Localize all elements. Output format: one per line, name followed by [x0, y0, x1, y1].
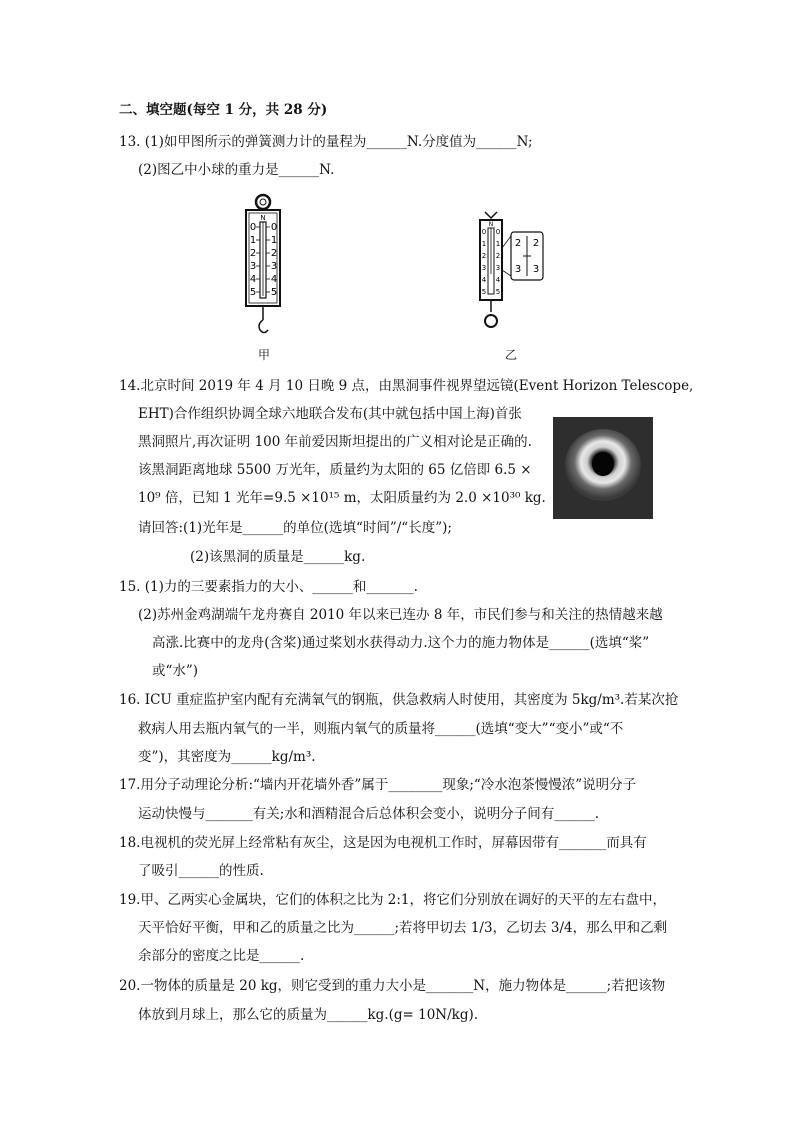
yi-left-4: 4 — [481, 276, 487, 284]
q15-line3: 高涨.比赛中的龙舟(含桨)通过桨划水获得动力.这个力的施力物体是______(选填“桨” — [152, 635, 650, 651]
scale-right-5: 5 — [270, 287, 278, 298]
scale-left-5: 5 — [249, 287, 257, 298]
scale-right-0: 0 — [270, 222, 278, 233]
q14-line5: 10⁹ 倍，已知 1 光年=9.5 ×10¹⁵ m，太阳质量约为 2.0 ×10³⁰ kg. — [138, 490, 546, 506]
q18-line2: 了吸引______的性质. — [138, 863, 264, 879]
q13-line2: (2)图乙中小球的重力是______N. — [138, 162, 335, 178]
q14-line2: EHT)合作组织协调全球六地联合发布(其中就包括中国上海)首张 — [138, 406, 522, 422]
yi-left-2: 2 — [481, 252, 487, 260]
scale-left-4: 4 — [249, 274, 257, 285]
zoom-label-1: 2 — [514, 238, 522, 249]
scale-left-3: 3 — [249, 261, 257, 272]
scale-left-0: 0 — [249, 222, 257, 233]
section-title: 二、填空题(每空 1 分，共 28 分) — [119, 102, 328, 118]
spring-scale-figure-jia — [238, 192, 288, 342]
q16-line1: 16. ICU 重症监护室内配有充满氧气的钢瓶，供急救病人时使用，其密度为 5kg/m³.若某次抢 — [119, 692, 679, 708]
q14-line1: 14.北京时间 2019 年 4 月 10 日晚 9 点，由黑洞事件视界望远镜(Event Horizon Telescope, — [119, 378, 694, 394]
unit-label: N — [260, 214, 266, 222]
q15-line1: 15. (1)力的三要素指力的大小、______和_______. — [119, 579, 418, 595]
unit-label-yi: N — [488, 221, 494, 228]
black-hole-photo — [553, 417, 653, 519]
spring-scale-figure-yi — [475, 208, 550, 338]
q16-line3: 变”)，其密度为______kg/m³. — [138, 749, 316, 765]
q14-line7: (2)该黑洞的质量是______kg. — [190, 549, 366, 565]
yi-right-0: 0 — [495, 228, 501, 236]
q15-line4: 或“水”) — [152, 663, 199, 679]
q20-line1: 20.一物体的质量是 20 kg，则它受到的重力大小是_______N，施力物体是______;若把该物 — [119, 978, 666, 994]
figure-caption-yi: 乙 — [505, 348, 518, 362]
q14-line4: 该黑洞距离地球 5500 万光年，质量约为太阳的 65 亿倍即 6.5 × — [138, 462, 532, 478]
figure-caption-jia: 甲 — [258, 348, 271, 362]
zoom-label-4: 3 — [532, 264, 540, 275]
q14-line6: 请回答:(1)光年是______的单位(选填“时间”/“长度”); — [138, 520, 452, 536]
yi-right-4: 4 — [495, 276, 501, 284]
q19-line2: 天平恰好平衡，甲和乙的质量之比为______;若将甲切去 1/3，乙切去 3/4，那么甲和乙剩 — [138, 920, 668, 936]
yi-left-1: 1 — [481, 240, 487, 248]
q14-line3: 黑洞照片,再次证明 100 年前爱因斯坦提出的广义相对论是正确的. — [138, 434, 532, 450]
scale-right-3: 3 — [270, 261, 278, 272]
q19-line1: 19.甲、乙两实心金属块，它们的体积之比为 2:1，将它们分别放在调好的天平的左右盘中， — [119, 892, 666, 908]
scale-right-2: 2 — [270, 248, 278, 259]
scale-right-1: 1 — [270, 235, 278, 246]
yi-left-0: 0 — [481, 228, 487, 236]
zoom-label-3: 3 — [514, 264, 522, 275]
zoom-label-2: 2 — [532, 238, 540, 249]
q16-line2: 救病人用去瓶内氧气的一半，则瓶内氧气的质量将______(选填“变大”“变小”或“不 — [138, 721, 624, 737]
q20-line2: 体放到月球上，那么它的质量为______kg.(g= 10N/kg). — [138, 1007, 479, 1023]
scale-left-1: 1 — [249, 235, 257, 246]
yi-right-5: 5 — [495, 288, 501, 296]
yi-right-2: 2 — [495, 252, 501, 260]
q18-line1: 18.电视机的荧光屏上经常粘有灰尘，这是因为电视机工作时，屏幕因带有_______而具有 — [119, 835, 647, 851]
q19-line3: 余部分的密度之比是______. — [138, 948, 305, 964]
yi-right-1: 1 — [495, 240, 501, 248]
q13-line1: 13. (1)如甲图所示的弹簧测力计的量程为______N.分度值为______N; — [119, 134, 533, 150]
yi-left-3: 3 — [481, 264, 487, 272]
q17-line2: 运动快慢与_______有关;水和酒精混合后总体积会变小，说明分子间有______. — [138, 806, 600, 822]
yi-right-3: 3 — [495, 264, 501, 272]
scale-left-2: 2 — [249, 248, 257, 259]
q17-line1: 17.用分子动理论分析:“墙内开花墙外香”属于________现象;“冷水泡茶慢慢浓”说明分子 — [119, 777, 637, 793]
scale-right-4: 4 — [270, 274, 278, 285]
q15-line2: (2)苏州金鸡湖端午龙舟赛自 2010 年以来已连办 8 年，市民们参与和关注的热情越来越 — [138, 607, 663, 623]
yi-left-5: 5 — [481, 288, 487, 296]
